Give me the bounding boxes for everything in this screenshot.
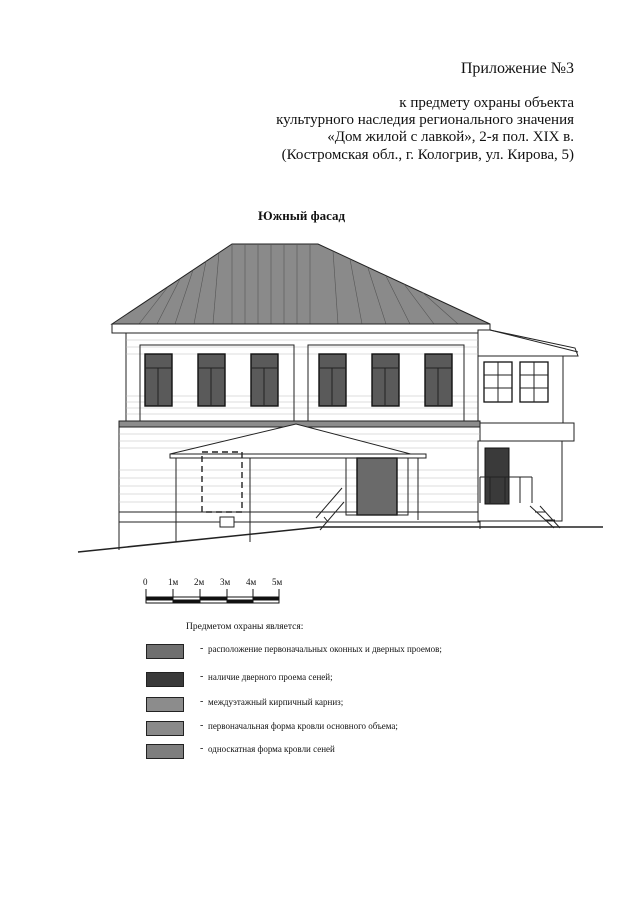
legend-swatch — [146, 721, 184, 736]
legend-heading: Предметом охраны является: — [186, 622, 304, 632]
scale-label: 4м — [246, 577, 257, 587]
legend-swatch — [146, 697, 184, 712]
scale-label: 5м — [272, 577, 283, 587]
legend-text: расположение первоначальных оконных и дверных проемов; — [208, 644, 442, 654]
object-address: (Костромская обл., г. Кологрив, ул. Кирова, 5) — [281, 147, 574, 163]
legend-swatch — [146, 672, 184, 687]
legend-text: первоначальная форма кровли основного объема; — [208, 721, 398, 731]
scale-label: 2м — [194, 577, 205, 587]
facade-title: Южный фасад — [258, 208, 346, 223]
scale-label: 3м — [220, 577, 231, 587]
legend-swatch — [146, 744, 184, 759]
legend-swatch — [146, 644, 184, 659]
door — [357, 458, 397, 515]
scale-bar — [140, 577, 290, 617]
appendix-title: Приложение №3 — [460, 60, 574, 77]
subject-line: к предмету охраны объекта — [399, 95, 574, 111]
legend-text: междуэтажный кирпичный карниз; — [208, 697, 344, 707]
subject-line: культурного наследия регионального значения — [276, 112, 574, 128]
legend-text: односкатная форма кровли сеней — [208, 744, 335, 754]
annex-roof — [478, 330, 578, 356]
main-roof — [112, 244, 490, 324]
scale-label: 0 — [143, 577, 148, 587]
south-facade-drawing — [0, 230, 640, 560]
ground-line — [78, 527, 603, 552]
scale-label: 1м — [168, 577, 179, 587]
object-name: «Дом жилой с лавкой», 2-я пол. XIX в. — [327, 129, 574, 145]
legend-text: наличие дверного проема сеней; — [208, 672, 333, 682]
